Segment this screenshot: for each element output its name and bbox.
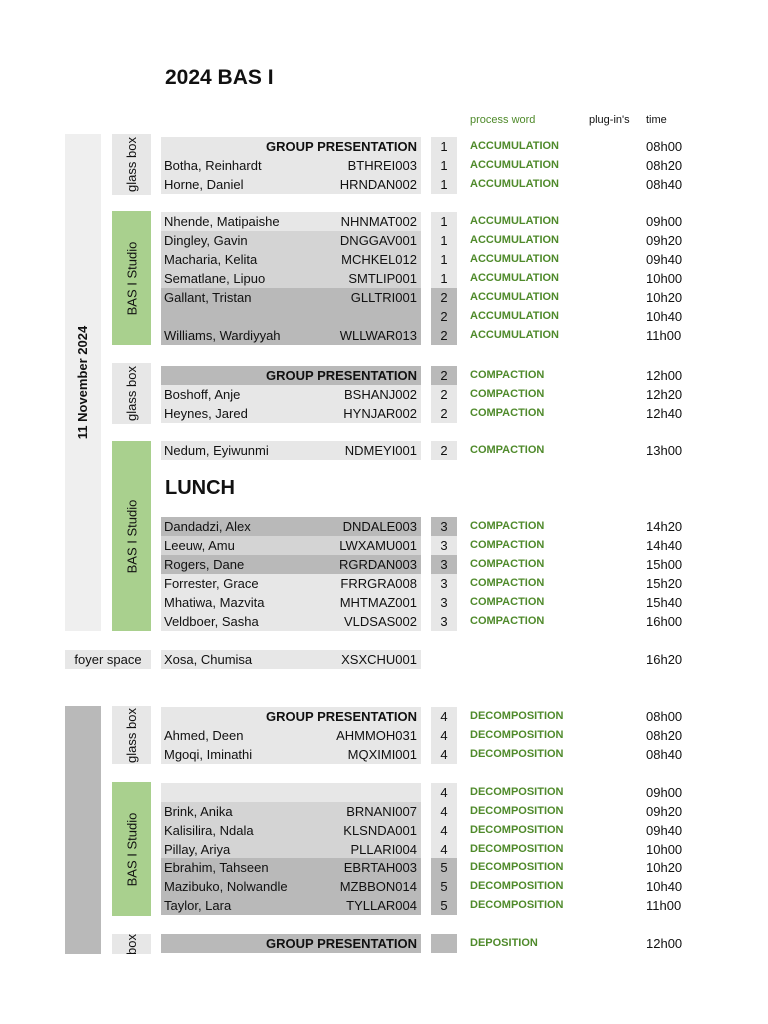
- venue-label: foyer space: [74, 652, 142, 667]
- group-number: 4: [431, 726, 457, 745]
- student-name: Leeuw, Amu: [164, 538, 235, 553]
- process-word: COMPACTION: [470, 577, 545, 589]
- student-name: Kalisilira, Ndala: [164, 823, 254, 838]
- student-name: Forrester, Grace: [164, 576, 259, 591]
- table-row: [0, 896, 768, 915]
- time-slot: 13h00: [646, 443, 683, 458]
- group-number: [431, 934, 457, 953]
- process-word: COMPACTION: [470, 558, 545, 570]
- student-code: EBRTAH003: [343, 860, 417, 875]
- student-cell: [161, 269, 421, 288]
- time-slot: 09h20: [646, 804, 683, 819]
- table-row: [0, 269, 768, 288]
- student-code: MQXIMI001: [347, 747, 417, 762]
- student-code: RGRDAN003: [338, 557, 417, 572]
- process-word: ACCUMULATION: [470, 234, 560, 246]
- student-name: Mhatiwa, Mazvita: [164, 595, 265, 610]
- student-name: Gallant, Tristan: [164, 290, 252, 305]
- process-word: DECOMPOSITION: [470, 861, 564, 873]
- group-number: 4: [431, 745, 457, 764]
- venue-label: BAS I Studio: [124, 241, 139, 315]
- student-cell: [161, 536, 421, 555]
- student-name: Mgoqi, Iminathi: [164, 747, 253, 762]
- column-header-plugins: plug-in's: [589, 114, 630, 126]
- student-code: MCHKEL012: [341, 252, 417, 267]
- time-slot: 09h00: [646, 785, 683, 800]
- student-name: Brink, Anika: [164, 804, 233, 819]
- table-row: [0, 650, 768, 669]
- venue-label: glass box: [124, 707, 140, 763]
- table-row: [0, 536, 768, 555]
- process-word: DECOMPOSITION: [470, 786, 564, 798]
- time-slot: 12h20: [646, 387, 683, 402]
- table-row: [0, 745, 768, 764]
- time-slot: 12h40: [646, 406, 683, 421]
- process-word: DECOMPOSITION: [470, 880, 564, 892]
- time-slot: 10h00: [646, 842, 683, 857]
- student-name: Ahmed, Deen: [164, 728, 244, 743]
- student-code: KLSNDA001: [343, 823, 417, 838]
- page-title: 2024 BAS I: [165, 66, 274, 89]
- student-cell: [161, 212, 421, 231]
- group-number: [431, 650, 457, 669]
- student-cell: [161, 517, 421, 536]
- time-slot: 08h20: [646, 158, 683, 173]
- process-word: DECOMPOSITION: [470, 899, 564, 911]
- student-cell: [161, 555, 421, 574]
- venue-label: box: [124, 934, 139, 954]
- student-code: HRNDAN002: [339, 177, 417, 192]
- student-code: SMTLIP001: [348, 271, 417, 286]
- time-slot: 16h20: [646, 652, 683, 667]
- time-slot: 09h40: [646, 823, 683, 838]
- group-presentation-label: GROUP PRESENTATION: [266, 936, 417, 951]
- process-word: COMPACTION: [470, 520, 545, 532]
- process-word: ACCUMULATION: [470, 329, 560, 341]
- table-row: [0, 326, 768, 345]
- group-number: 1: [431, 250, 457, 269]
- process-word: DECOMPOSITION: [470, 710, 564, 722]
- table-row: [0, 593, 768, 612]
- group-number: 2: [431, 385, 457, 404]
- student-cell: [161, 404, 421, 423]
- student-cell: [161, 250, 421, 269]
- group-number: 5: [431, 858, 457, 877]
- process-word: COMPACTION: [470, 539, 545, 551]
- student-name: Horne, Daniel: [164, 177, 244, 192]
- table-row: [0, 404, 768, 423]
- table-row: [0, 250, 768, 269]
- table-row: [0, 726, 768, 745]
- table-row: [0, 175, 768, 194]
- group-number: 2: [431, 441, 457, 460]
- table-row: [0, 612, 768, 631]
- day-label: 11 November 2024: [75, 325, 91, 440]
- student-code: NHNMAT002: [340, 214, 417, 229]
- time-slot: 09h40: [646, 252, 683, 267]
- student-cell: [161, 366, 421, 385]
- group-number: 4: [431, 821, 457, 840]
- time-slot: 10h00: [646, 271, 683, 286]
- group-number: 1: [431, 175, 457, 194]
- process-word: COMPACTION: [470, 388, 545, 400]
- table-row: [0, 517, 768, 536]
- column-header-process: process word: [470, 114, 536, 126]
- group-number: 4: [431, 840, 457, 859]
- student-name: Heynes, Jared: [164, 406, 248, 421]
- process-word: COMPACTION: [470, 444, 545, 456]
- time-slot: 14h20: [646, 519, 683, 534]
- process-word: COMPACTION: [470, 596, 545, 608]
- time-slot: 08h00: [646, 139, 683, 154]
- table-row: [0, 934, 768, 953]
- group-number: 4: [431, 783, 457, 802]
- venue-label: BAS I Studio: [124, 499, 139, 573]
- time-slot: 11h00: [646, 328, 682, 343]
- time-slot: 09h00: [646, 214, 683, 229]
- student-cell: [161, 326, 421, 345]
- student-name: Mazibuko, Nolwandle: [164, 879, 288, 894]
- group-number: 3: [431, 536, 457, 555]
- venue-label: BAS I Studio: [124, 812, 139, 886]
- table-row: [0, 307, 768, 326]
- time-slot: 12h00: [646, 936, 683, 951]
- student-cell: [161, 802, 421, 821]
- student-cell: [161, 934, 421, 953]
- group-number: 2: [431, 307, 457, 326]
- time-slot: 15h20: [646, 576, 683, 591]
- group-number: 3: [431, 593, 457, 612]
- table-row: [0, 137, 768, 156]
- time-slot: 08h40: [646, 177, 683, 192]
- group-number: 5: [431, 896, 457, 915]
- table-row: [0, 385, 768, 404]
- student-cell: [161, 307, 421, 326]
- group-number: 3: [431, 574, 457, 593]
- table-row: [0, 441, 768, 460]
- student-name: Boshoff, Anje: [164, 387, 241, 402]
- time-slot: 08h00: [646, 709, 683, 724]
- process-word: ACCUMULATION: [470, 291, 560, 303]
- process-word: DECOMPOSITION: [470, 805, 564, 817]
- student-cell: [161, 593, 421, 612]
- student-code: [417, 783, 421, 802]
- student-code: [417, 307, 421, 326]
- student-name: Dandadzi, Alex: [164, 519, 251, 534]
- group-number: 2: [431, 326, 457, 345]
- time-slot: 08h40: [646, 747, 683, 762]
- student-name: Macharia, Kelita: [164, 252, 258, 267]
- column-header-time: time: [646, 114, 667, 126]
- group-number: 1: [431, 156, 457, 175]
- group-number: 3: [431, 612, 457, 631]
- student-code: BSHANJ002: [344, 387, 417, 402]
- process-word: ACCUMULATION: [470, 310, 560, 322]
- time-slot: 09h20: [646, 233, 683, 248]
- process-word: ACCUMULATION: [470, 178, 560, 190]
- student-cell: [161, 288, 421, 307]
- student-code: DNGGAV001: [339, 233, 417, 248]
- student-cell: [161, 574, 421, 593]
- process-word: COMPACTION: [470, 407, 545, 419]
- time-slot: 08h20: [646, 728, 683, 743]
- time-slot: 10h20: [646, 290, 683, 305]
- group-number: 2: [431, 404, 457, 423]
- student-code: MHTMAZ001: [339, 595, 417, 610]
- time-slot: 10h40: [646, 879, 683, 894]
- student-cell: [161, 156, 421, 175]
- table-row: [0, 858, 768, 877]
- student-code: MZBBON014: [339, 879, 417, 894]
- table-row: [0, 707, 768, 726]
- process-word: ACCUMULATION: [470, 253, 560, 265]
- time-slot: 15h00: [646, 557, 683, 572]
- student-code: VLDSAS002: [344, 614, 417, 629]
- time-slot: 11h00: [646, 898, 682, 913]
- process-word: ACCUMULATION: [470, 215, 560, 227]
- student-code: PLLARI004: [350, 842, 417, 857]
- process-word: DEPOSITION: [470, 937, 538, 949]
- process-word: DECOMPOSITION: [470, 824, 564, 836]
- table-row: [0, 783, 768, 802]
- student-name: Taylor, Lara: [164, 898, 232, 913]
- student-cell: [161, 175, 421, 194]
- student-cell: [161, 745, 421, 764]
- table-row: [0, 877, 768, 896]
- group-number: 4: [431, 707, 457, 726]
- student-name: Williams, Wardiyyah: [164, 328, 281, 343]
- student-cell: [161, 840, 421, 859]
- group-number: 1: [431, 231, 457, 250]
- group-presentation-label: GROUP PRESENTATION: [266, 368, 417, 383]
- student-cell: [161, 783, 421, 802]
- time-slot: 14h40: [646, 538, 683, 553]
- student-name: Dingley, Gavin: [164, 233, 248, 248]
- group-number: 3: [431, 555, 457, 574]
- student-code: NDMEYI001: [344, 443, 417, 458]
- group-number: 1: [431, 212, 457, 231]
- student-cell: [161, 441, 421, 460]
- group-presentation-label: GROUP PRESENTATION: [266, 139, 417, 154]
- student-code: LWXAMU001: [339, 538, 417, 553]
- student-cell: [161, 726, 421, 745]
- table-row: [0, 366, 768, 385]
- student-code: DNDALE003: [342, 519, 417, 534]
- process-word: DECOMPOSITION: [470, 748, 564, 760]
- student-cell: [161, 877, 421, 896]
- group-number: 2: [431, 288, 457, 307]
- student-code: AHMMOH031: [336, 728, 417, 743]
- table-row: [0, 231, 768, 250]
- student-cell: [161, 821, 421, 840]
- student-name: Pillay, Ariya: [164, 842, 231, 857]
- student-cell: [161, 612, 421, 631]
- student-code: BTHREI003: [347, 158, 417, 173]
- time-slot: 10h20: [646, 860, 683, 875]
- group-number: 4: [431, 802, 457, 821]
- process-word: ACCUMULATION: [470, 140, 560, 152]
- student-cell: [161, 707, 421, 726]
- table-row: [0, 821, 768, 840]
- venue-label: glass box: [124, 137, 140, 192]
- student-name: Xosa, Chumisa: [164, 652, 253, 667]
- student-name: Veldboer, Sasha: [164, 614, 259, 629]
- process-word: COMPACTION: [470, 369, 545, 381]
- process-word: DECOMPOSITION: [470, 843, 564, 855]
- student-code: FRRGRA008: [340, 576, 417, 591]
- student-name: Nhende, Matipaishe: [164, 214, 280, 229]
- table-row: [0, 802, 768, 821]
- student-cell: [161, 385, 421, 404]
- table-row: [0, 555, 768, 574]
- student-name: Botha, Reinhardt: [164, 158, 262, 173]
- student-cell: [161, 650, 421, 669]
- student-name: Nedum, Eyiwunmi: [164, 443, 269, 458]
- group-number: 3: [431, 517, 457, 536]
- student-code: HYNJAR002: [343, 406, 417, 421]
- table-row: [0, 574, 768, 593]
- table-row: [0, 212, 768, 231]
- student-cell: [161, 137, 421, 156]
- student-name: Rogers, Dane: [164, 557, 245, 572]
- time-slot: 15h40: [646, 595, 683, 610]
- time-slot: 16h00: [646, 614, 683, 629]
- process-word: ACCUMULATION: [470, 272, 560, 284]
- group-presentation-label: GROUP PRESENTATION: [266, 709, 417, 724]
- student-code: TYLLAR004: [346, 898, 417, 913]
- table-row: [0, 840, 768, 859]
- student-cell: [161, 231, 421, 250]
- student-code: XSXCHU001: [341, 652, 417, 667]
- student-code: GLLTRI001: [350, 290, 417, 305]
- process-word: DECOMPOSITION: [470, 729, 564, 741]
- table-row: [0, 288, 768, 307]
- student-cell: [161, 858, 421, 877]
- venue-label: glass box: [124, 366, 140, 421]
- process-word: COMPACTION: [470, 615, 545, 627]
- group-number: 1: [431, 269, 457, 288]
- student-code: WLLWAR013: [339, 328, 417, 343]
- process-word: ACCUMULATION: [470, 159, 560, 171]
- student-name: Sematlane, Lipuo: [164, 271, 266, 286]
- student-cell: [161, 896, 421, 915]
- time-slot: 12h00: [646, 368, 683, 383]
- group-number: 1: [431, 137, 457, 156]
- student-code: BRNANI007: [346, 804, 417, 819]
- group-number: 2: [431, 366, 457, 385]
- lunch-heading: LUNCH: [165, 477, 235, 499]
- time-slot: 10h40: [646, 309, 683, 324]
- student-name: Ebrahim, Tahseen: [164, 860, 269, 875]
- table-row: [0, 156, 768, 175]
- group-number: 5: [431, 877, 457, 896]
